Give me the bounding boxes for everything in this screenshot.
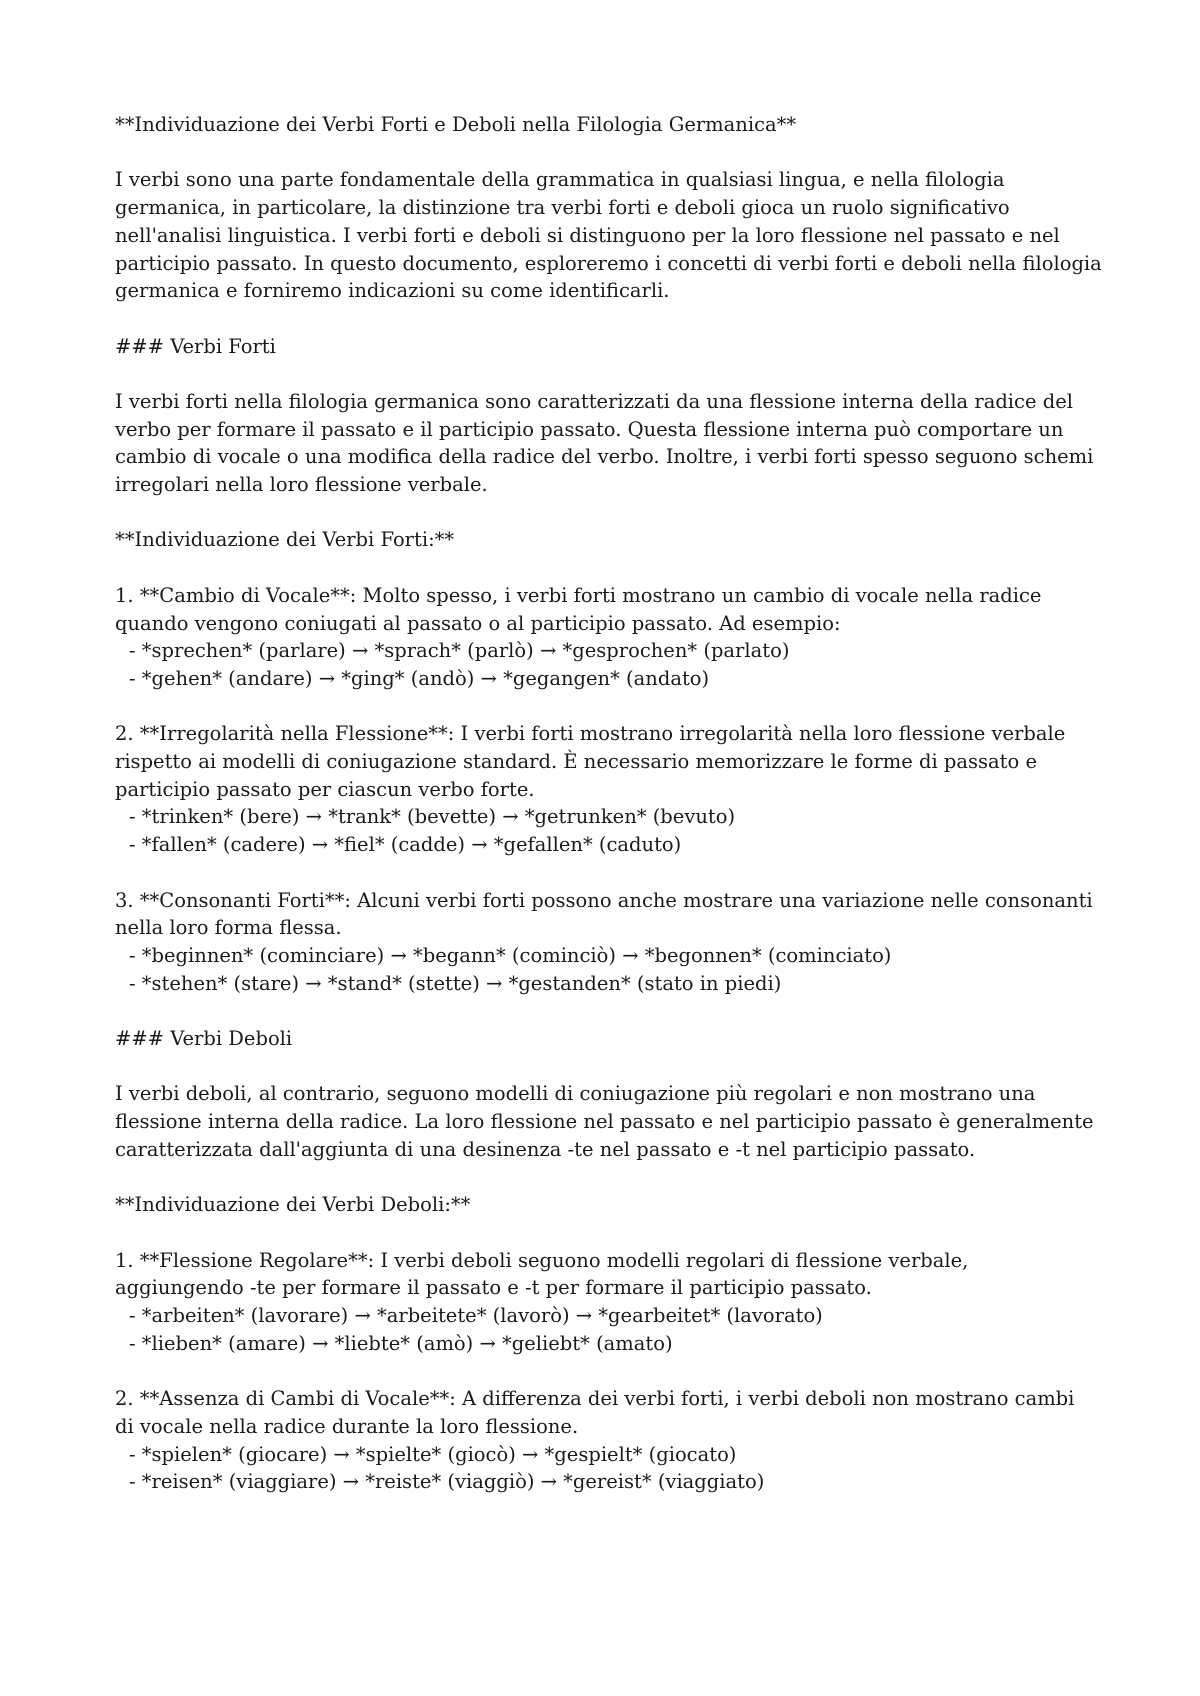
example-line: - *beginnen* (cominciare) → *begann* (cominciò) → *begonnen* (cominciato) <box>129 943 892 967</box>
example-line: - *sprechen* (parlare) → *sprach* (parlò) → *gesprochen* (parlato) <box>129 639 790 663</box>
intro-line: germanica, in particolare, la distinzione tra verbi forti e deboli gioca un ruolo significativo <box>115 196 1010 220</box>
list-item-line: di vocale nella radice durante la loro flessione. <box>115 1414 579 1438</box>
document-body <box>115 111 1115 1496</box>
strong-verbs-heading: ### Verbi Forti <box>115 334 276 358</box>
example-line: - *stehen* (stare) → *stand* (stette) → *gestanden* (stato in piedi) <box>129 971 782 995</box>
strong-paragraph-line: cambio di vocale o una modifica della radice del verbo. Inoltre, i verbi forti spesso seguono schemi <box>115 445 1094 469</box>
spacer <box>115 859 1115 887</box>
strong-paragraph-line: irregolari nella loro flessione verbale. <box>115 473 488 497</box>
spacer <box>115 360 1115 388</box>
list-item-line: 2. **Assenza di Cambi di Vocale**: A differenza dei verbi forti, i verbi deboli non mostrano cambi <box>115 1387 1075 1411</box>
weak-verbs-heading: ### Verbi Deboli <box>115 1027 293 1051</box>
list-item-line: nella loro forma flessa. <box>115 916 342 940</box>
spacer <box>115 139 1115 167</box>
weak-verbs-subheading: **Individuazione dei Verbi Deboli:** <box>115 1193 471 1217</box>
list-item-line: participio passato per ciascun verbo forte. <box>115 777 535 801</box>
weak-paragraph-line: I verbi deboli, al contrario, seguono modelli di coniugazione più regolari e non mostrano una <box>115 1082 1036 1106</box>
example-line: - *spielen* (giocare) → *spielte* (giocò) → *gespielt* (giocato) <box>129 1442 737 1466</box>
list-item-line: 1. **Flessione Regolare**: I verbi deboli seguono modelli regolari di flessione verbale, <box>115 1248 969 1272</box>
spacer <box>115 693 1115 721</box>
strong-paragraph-line: I verbi forti nella filologia germanica sono caratterizzati da una flessione interna della radice del <box>115 389 1073 413</box>
intro-line: participio passato. In questo documento, esploreremo i concetti di verbi forti e deboli nella filologia <box>115 251 1102 275</box>
intro-line: nell'analisi linguistica. I verbi forti e deboli si distinguono per la loro flessione nel passato e nel <box>115 223 1060 247</box>
spacer <box>115 499 1115 527</box>
example-line: - *reisen* (viaggiare) → *reiste* (viaggiò) → *gereist* (viaggiato) <box>129 1470 765 1494</box>
example-line: - *trinken* (bere) → *trank* (bevette) → *getrunken* (bevuto) <box>129 805 736 829</box>
intro-line: germanica e forniremo indicazioni su come identificarli. <box>115 279 670 303</box>
list-item-line: rispetto ai modelli di coniugazione standard. È necessario memorizzare le forme di passato e <box>115 750 1037 774</box>
spacer <box>115 1053 1115 1081</box>
spacer <box>115 305 1115 333</box>
list-item-line: 2. **Irregolarità nella Flessione**: I verbi forti mostrano irregolarità nella loro flessione verbale <box>115 722 1066 746</box>
spacer <box>115 1357 1115 1385</box>
list-item-line: aggiungendo -te per formare il passato e -t per formare il participio passato. <box>115 1276 872 1300</box>
example-line: - *fallen* (cadere) → *fiel* (cadde) → *gefallen* (caduto) <box>129 833 682 857</box>
strong-paragraph-line: verbo per formare il passato e il participio passato. Questa flessione interna può comportare un <box>115 417 1064 441</box>
list-item-line: quando vengono coniugati al passato o al participio passato. Ad esempio: <box>115 611 841 635</box>
spacer <box>115 554 1115 582</box>
weak-paragraph-line: caratterizzata dall'aggiunta di una desinenza -te nel passato e -t nel participio passato. <box>115 1137 976 1161</box>
list-item-line: 1. **Cambio di Vocale**: Molto spesso, i verbi forti mostrano un cambio di vocale nella radice <box>115 583 1042 607</box>
example-line: - *lieben* (amare) → *liebte* (amò) → *geliebt* (amato) <box>129 1331 673 1355</box>
document-title: **Individuazione dei Verbi Forti e Deboli nella Filologia Germanica** <box>115 113 797 136</box>
example-line: - *gehen* (andare) → *ging* (andò) → *gegangen* (andato) <box>129 666 710 690</box>
spacer <box>115 1164 1115 1192</box>
spacer <box>115 997 1115 1025</box>
list-item-line: 3. **Consonanti Forti**: Alcuni verbi forti possono anche mostrare una variazione nelle consonanti <box>115 888 1093 912</box>
weak-paragraph-line: flessione interna della radice. La loro flessione nel passato e nel participio passato è generalmente <box>115 1110 1094 1134</box>
intro-line: I verbi sono una parte fondamentale della grammatica in qualsiasi lingua, e nella filologia <box>115 168 1005 192</box>
example-line: - *arbeiten* (lavorare) → *arbeitete* (lavorò) → *gearbeitet* (lavorato) <box>129 1304 823 1328</box>
strong-verbs-subheading: **Individuazione dei Verbi Forti:** <box>115 528 455 552</box>
spacer <box>115 1219 1115 1247</box>
